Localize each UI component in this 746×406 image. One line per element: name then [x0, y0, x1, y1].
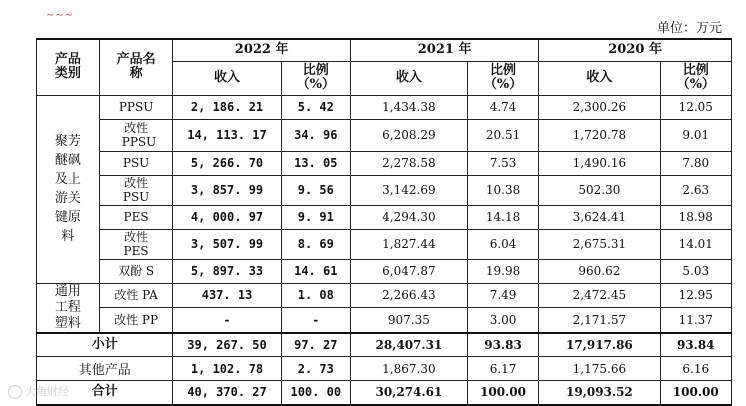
cell: 6,208.29 [350, 119, 467, 151]
header-2021: 2021 年 [350, 39, 538, 61]
cell: 40, 370. 27 [173, 381, 281, 405]
cell: 437. 13 [173, 283, 281, 308]
table-row [37, 205, 732, 229]
other-label: 其他产品 [37, 357, 173, 381]
table-row [37, 151, 732, 175]
cell: 14.01 [660, 229, 732, 259]
cell: 7.53 [467, 151, 538, 175]
cell: 9.01 [660, 119, 732, 151]
product-name: 改性 PP [99, 308, 173, 333]
watermark-logo-icon [8, 385, 22, 399]
cell: 7.49 [467, 283, 538, 308]
cell: 2. 73 [281, 357, 350, 381]
cell: 2.63 [660, 175, 732, 205]
table-row [37, 95, 732, 119]
product-name: 改性PPSU [99, 119, 173, 151]
corner-mark: ~~~ [46, 10, 75, 21]
cell: 1,175.66 [539, 357, 660, 381]
cell: 97. 27 [281, 333, 350, 357]
cell: 18.98 [660, 205, 732, 229]
cell: 12.95 [660, 283, 732, 308]
cell: 907.35 [350, 308, 467, 333]
table-row [37, 119, 732, 151]
cell: 502.30 [539, 175, 660, 205]
product-name: 改性PSU [99, 175, 173, 205]
watermark-text: 大鱼财经 [25, 385, 69, 398]
table-row [37, 175, 732, 205]
cell: 2,171.57 [539, 308, 660, 333]
cell: 34. 96 [281, 119, 350, 151]
cell: 6,047.87 [350, 259, 467, 283]
cell: - [281, 308, 350, 333]
product-name: PSU [99, 151, 173, 175]
cell: 2,472.45 [539, 283, 660, 308]
cell: 3,142.69 [350, 175, 467, 205]
product-name: PPSU [99, 95, 173, 119]
cell: 4, 000. 97 [173, 205, 281, 229]
cell: 14, 113. 17 [173, 119, 281, 151]
header-2020: 2020 年 [539, 39, 732, 61]
cell: 14.18 [467, 205, 538, 229]
cell: 5, 897. 33 [173, 259, 281, 283]
cell: 8. 69 [281, 229, 350, 259]
table-row [37, 283, 732, 308]
cell: 19,093.52 [539, 381, 660, 405]
subtotal-row [37, 333, 732, 357]
header-revenue-2022: 收入 [173, 61, 281, 95]
cell: - [173, 308, 281, 333]
header-product: 产品名称 [99, 39, 173, 95]
header-revenue-2020: 收入 [539, 61, 660, 95]
cell: 1, 102. 78 [173, 357, 281, 381]
cell: 10.38 [467, 175, 538, 205]
cell: 12.05 [660, 95, 732, 119]
cell: 5.03 [660, 259, 732, 283]
table-row [37, 308, 732, 333]
cell: 5. 42 [281, 95, 350, 119]
cell: 11.37 [660, 308, 732, 333]
cell: 5, 266. 70 [173, 151, 281, 175]
cell: 3, 857. 99 [173, 175, 281, 205]
header-2022: 2022 年 [173, 39, 351, 61]
cell: 3,624.41 [539, 205, 660, 229]
unit-label: 单位：万元 [656, 21, 722, 36]
watermark [8, 383, 69, 399]
table-row [37, 259, 732, 283]
product-name: 双酚 S [99, 259, 173, 283]
header-revenue-2021: 收入 [350, 61, 467, 95]
cell: 960.62 [539, 259, 660, 283]
cell: 6.16 [660, 357, 732, 381]
cell: 19.98 [467, 259, 538, 283]
cell: 6.04 [467, 229, 538, 259]
total-row [37, 381, 732, 405]
cell: 39, 267. 50 [173, 333, 281, 357]
header-category: 产品类别 [37, 39, 100, 95]
cell: 2,266.43 [350, 283, 467, 308]
cell: 7.80 [660, 151, 732, 175]
cell: 4.74 [467, 95, 538, 119]
header-ratio-2021: 比例（%） [467, 61, 538, 95]
category-b: 通用工程塑料 [37, 283, 100, 333]
cell: 2,300.26 [539, 95, 660, 119]
cell: 100.00 [660, 381, 732, 405]
cell: 3.00 [467, 308, 538, 333]
cell: 93.83 [467, 333, 538, 357]
cell: 1,490.16 [539, 151, 660, 175]
category-a: 聚芳醚砜及上游关键原料 [37, 95, 100, 283]
cell: 4,294.30 [350, 205, 467, 229]
cell: 17,917.86 [539, 333, 660, 357]
other-row [37, 357, 732, 381]
subtotal-label: 小计 [37, 333, 173, 357]
cell: 1. 08 [281, 283, 350, 308]
product-name: 改性 PA [99, 283, 173, 308]
cell: 30,274.61 [350, 381, 467, 405]
product-name: PES [99, 205, 173, 229]
revenue-table [36, 38, 732, 406]
cell: 13. 05 [281, 151, 350, 175]
cell: 6.17 [467, 357, 538, 381]
cell: 2, 186. 21 [173, 95, 281, 119]
cell: 100. 00 [281, 381, 350, 405]
cell: 100.00 [467, 381, 538, 405]
cell: 2,675.31 [539, 229, 660, 259]
cell: 1,434.38 [350, 95, 467, 119]
cell: 20.51 [467, 119, 538, 151]
cell: 9. 91 [281, 205, 350, 229]
cell: 93.84 [660, 333, 732, 357]
total-label: 合计 [37, 381, 173, 405]
cell: 2,278.58 [350, 151, 467, 175]
cell: 28,407.31 [350, 333, 467, 357]
header-ratio-2020: 比例（%） [660, 61, 732, 95]
header-ratio-2022: 比例（%） [281, 61, 350, 95]
cell: 1,720.78 [539, 119, 660, 151]
table-row [37, 229, 732, 259]
cell: 1,827.44 [350, 229, 467, 259]
cell: 3, 507. 99 [173, 229, 281, 259]
cell: 1,867.30 [350, 357, 467, 381]
cell: 14. 61 [281, 259, 350, 283]
product-name: 改性PES [99, 229, 173, 259]
cell: 9. 56 [281, 175, 350, 205]
